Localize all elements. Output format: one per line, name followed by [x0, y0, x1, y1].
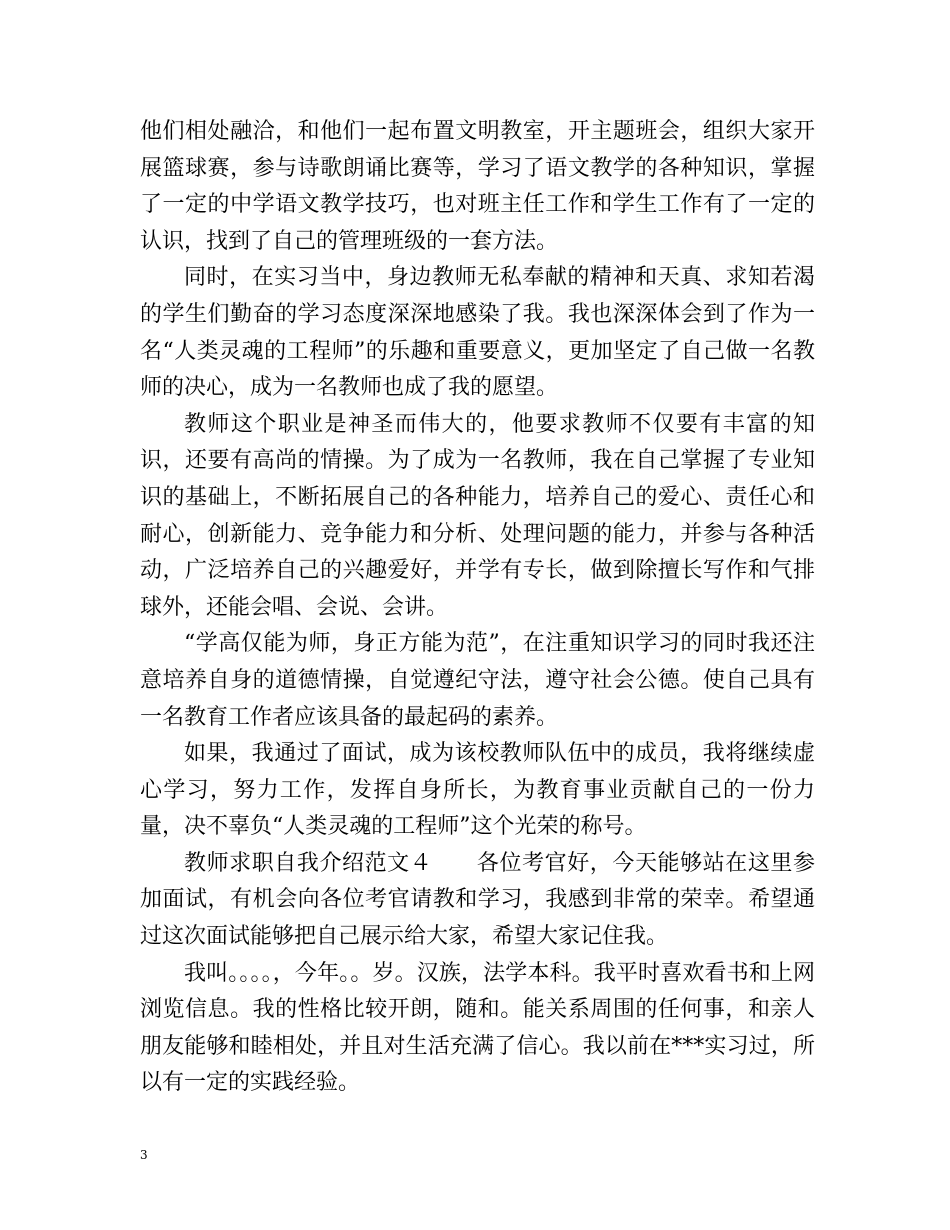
paragraph-morality: “学高仅能为师，身正方能为范”，在注重知识学习的同时我还注意培养自身的道德情操，自觉遵纪守法，遵守社会公德。使自己具有一名教育工作者应该具备的最起码的素养。	[140, 631, 815, 730]
document-body	[140, 114, 815, 1102]
paragraph-commitment: 如果，我通过了面试，成为该校教师队伍中的成员，我将继续虚心学习，努力工作，发挥自身所长，为教育事业贡献自己的一份力量，决不辜负“人类灵魂的工程师”这个光荣的称号。	[140, 741, 815, 840]
paragraph-sample-4	[140, 846, 815, 956]
paragraph-internship: 同时，在实习当中，身边教师无私奉献的精神和天真、求知若渴的学生们勤奋的学习态度深深地感染了我。我也深深体会到了作为一名“人类灵魂的工程师”的乐趣和重要意义，更加坚定了自己做一名教师的决心，成为一名教师也成了我的愿望。	[140, 265, 815, 401]
paragraph-teacher-profession: 教师这个职业是神圣而伟大的，他要求教师不仅要有丰富的知识，还要有高尚的情操。为了成为一名教师，我在自己掌握了专业知识的基础上，不断拓展自己的各种能力，培养自己的爱心、责任心和耐心，创新能力、竞争能力和分析、处理问题的能力，并参与各种活动，广泛培养自己的兴趣爱好，并学有专长，做到除擅长写作和气排球外，还能会唱、会说、会讲。	[140, 411, 815, 620]
section-heading: 教师求职自我介绍范文４	[184, 850, 433, 876]
paragraph-continuation: 他们相处融洽，和他们一起布置文明教室，开主题班会，组织大家开展篮球赛，参与诗歌朗诵比赛等，学习了语文教学的各种知识，掌握了一定的中学语文教学技巧，也对班主任工作和学生工作有了一定的认识，找到了自己的管理班级的一套方法。	[140, 119, 815, 254]
paragraph-self-intro: 我叫。。。。，今年。。岁。汉族，法学本科。我平时喜欢看书和上网浏览信息。我的性格比较开朗，随和。能关系周围的任何事，和亲人朋友能够和睦相处，并且对生活充满了信心。我以前在***实习过，所以有一定的实践经验。	[140, 960, 815, 1096]
page-number: 3	[140, 1148, 148, 1162]
section-body: 各位考官好，今天能够站在这里参加面试，有机会向各位考官请教和学习，我感到非常的荣幸。希望通过这次面试能够把自己展示给大家，希望大家记住我。	[140, 850, 815, 950]
